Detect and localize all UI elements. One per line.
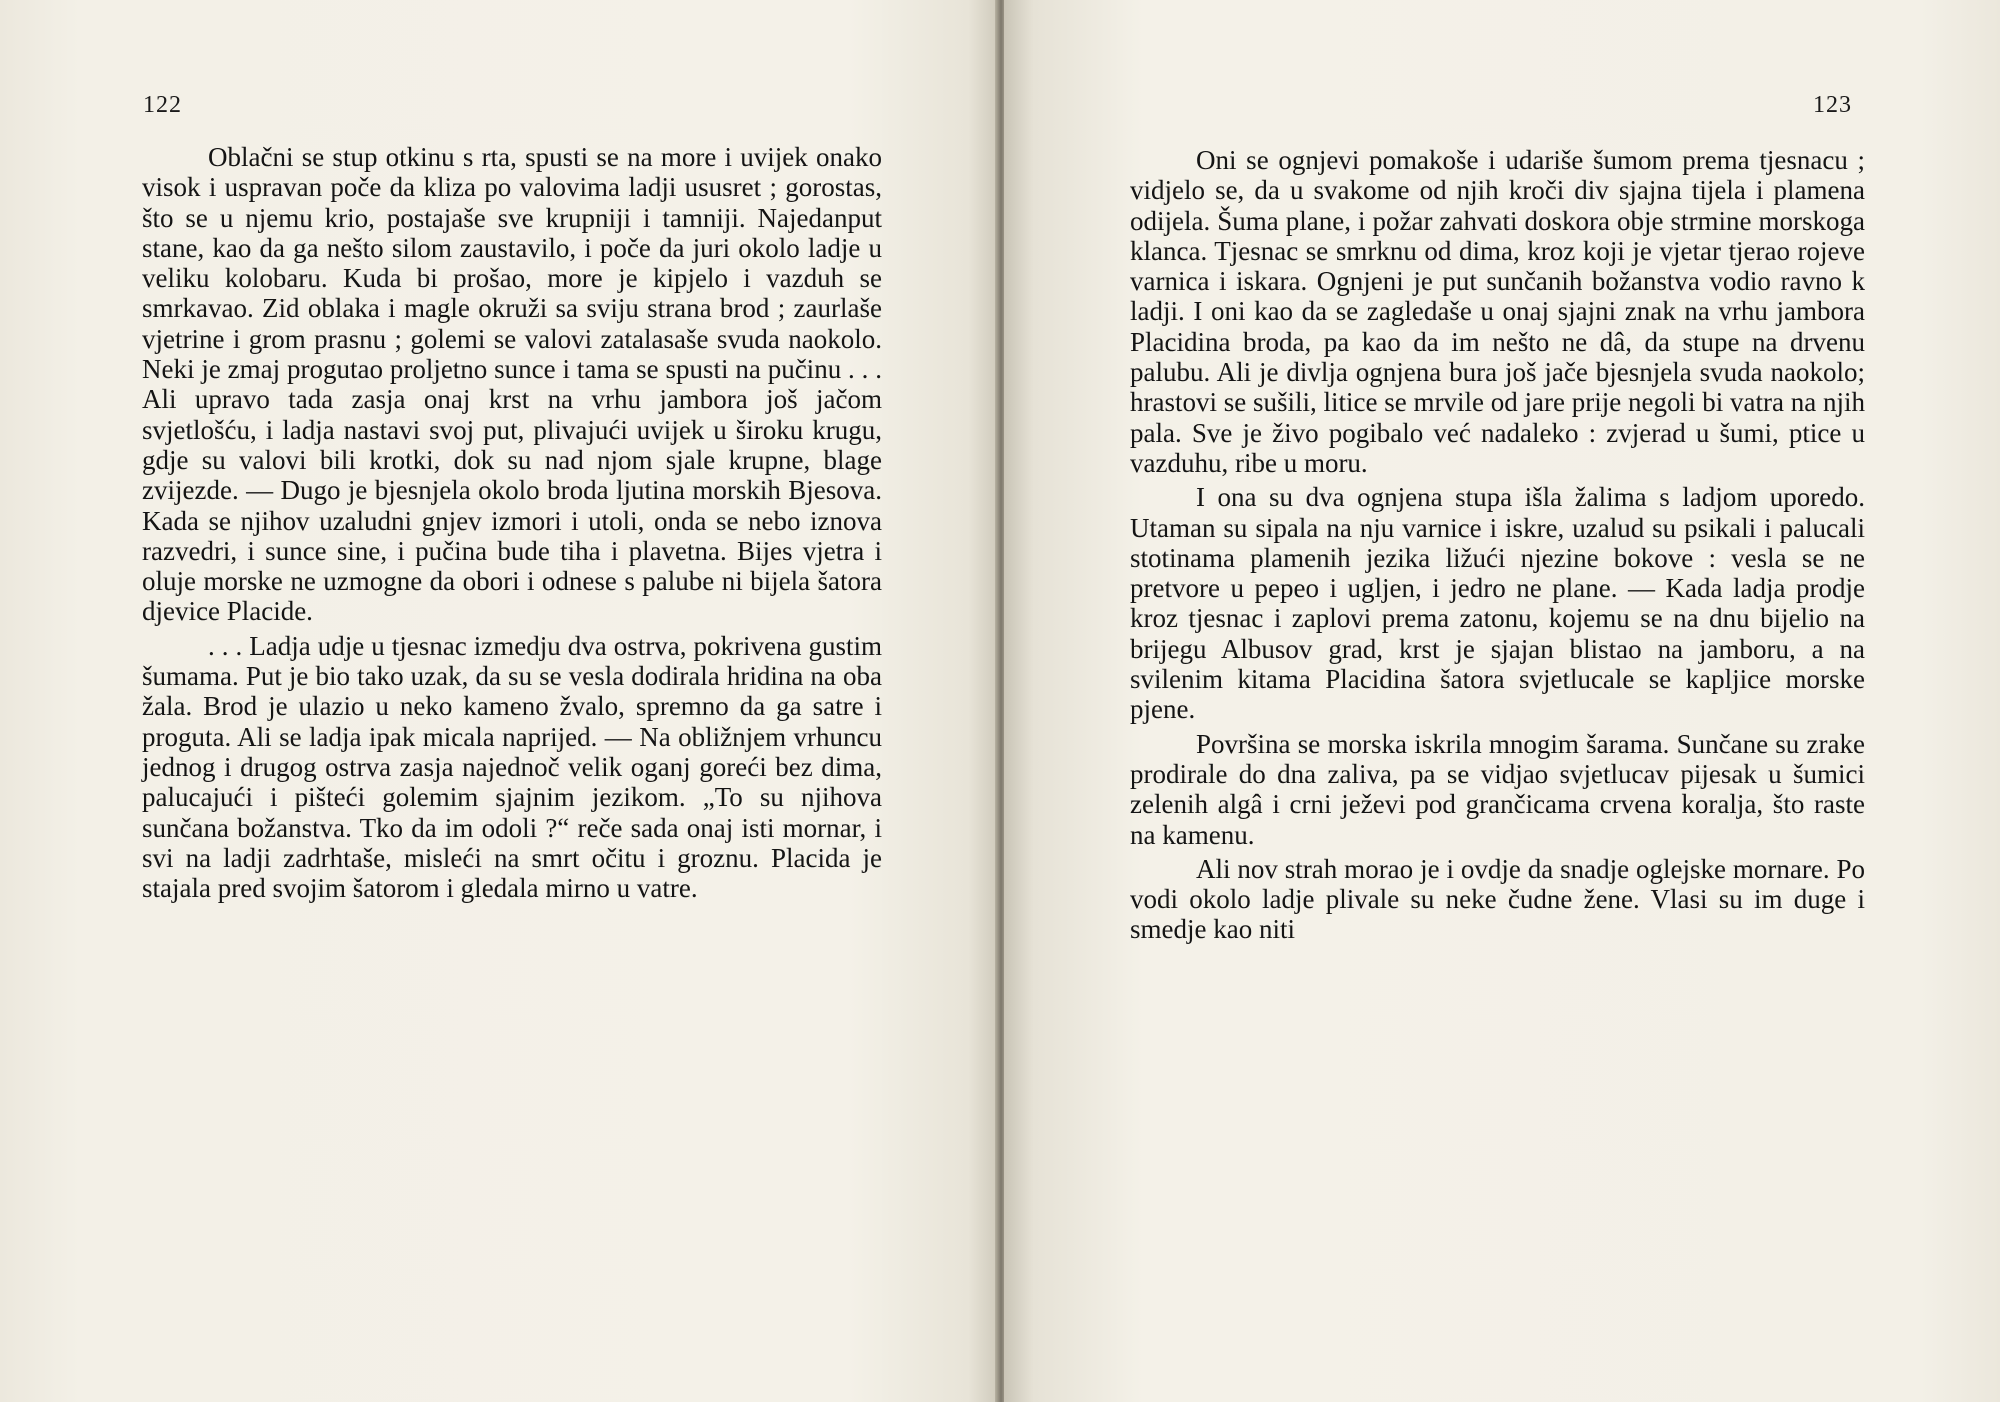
- right-page-text: [1130, 145, 1865, 945]
- paragraph: Oni se ognjevi pomakoše i udariše šumom prema tjesnacu ; vidjelo se, da u svakome od njih kroči div sjajna tijela i plamena odijela. Šuma plane, i požar zahvati doskora obje strmine morskoga klanca. Tjesnac se smrknu od dima, kroz koji je vjetar tjerao rojeve varnica i iskara. Ognjeni je put sunčanih božanstva vodio ravno k ladji. I oni kao da se zagledaše u onaj sjajni znak na vrhu jambora Placidina broda, pa kao da im nešto ne dâ, da stupe na drvenu palubu. Ali je divlja ognjena bura još jače bjesnjela svuda naokolo; hrastovi se sušili, litice se mrvile od jare prije negoli bi vatra na njih pala. Sve je živo pogibalo već nadaleko : zvjerad u šumi, ptice u vazduhu, ribe u moru.: [1130, 145, 1865, 478]
- paragraph: Oblačni se stup otkinu s rta, spusti se na more i uvijek onako visok i uspravan poče da kliza po valovima ladji ususret ; gorostas, što se u njemu krio, postajaše sve krupniji i tamniji. Najedanput stane, kao da ga nešto silom zaustavilo, i poče da juri okolo ladje u veliku kolobaru. Kuda bi prošao, more je kipjelo i vazduh se smrkavao. Zid oblaka i magle okruži sa sviju strana brod ; zaurlaše vjetrine i grom prasnu ; golemi se valovi zatalasaše svuda naokolo. Neki je zmaj progutao proljetno sunce i tama se spusti na pučinu . . . Ali upravo tada zasja onaj krst na vrhu jambora još jačom svjetlošću, i ladja nastavi svoj put, plivajući uvijek u široku krugu, gdje su valovi bili krotki, dok su nad njom sjale krupne, blage zvijezde. — Dugo je bjesnjela okolo broda ljutina morskih Bjesova. Kada se njihov uzaludni gnjev izmori i utoli, onda se nebo iznova razvedri, i sunce sine, i pučina bude tiha i plavetna. Bijes vjetra i oluje morske ne uzmogne da obori i odnese s palube ni bijela šatora djevice Placide.: [142, 142, 882, 627]
- paragraph: Površina se morska iskrila mnogim šarama. Sunčane su zrake prodirale do dna zaliva, pa se vidjao svjetlucav pijesak u šumici zelenih algâ i crni ježevi pod grančicama crvena koralja, što raste na kamenu.: [1130, 728, 1865, 850]
- paragraph: I ona su dva ognjena stupa išla žalima s ladjom uporedo. Utaman su sipala na nju varnice i iskre, uzalud su psikali i palucali stotinama plamenih jezika ližući njezine bokove : vesla se ne pretvore u pepeo i ugljen, i jedro ne plane. — Kada ladja prodje kroz tjesnac i zaplovi prema zatonu, kojemu se na dnu bijelio na brijegu Albusov grad, krst je sjajan blistao na jamboru, a na svilenim kitama Placidina šatora svjetlucale se kapljice morske pjene.: [1130, 482, 1865, 725]
- page-number-left: 122: [143, 92, 182, 118]
- page-number-right: 123: [1813, 92, 1852, 118]
- right-page: [1004, 0, 2000, 1402]
- paragraph: Ali nov strah morao je i ovdje da snadje oglejske mornare. Po vodi okolo ladje plivale su neke čudne žene. Vlasi su im duge i smedje kao niti: [1130, 853, 1865, 945]
- paragraph: . . . Ladja udje u tjesnac izmedju dva ostrva, pokrivena gustim šumama. Put je bio tako uzak, da su se vesla dodirala hridina na oba žala. Brod je ulazio u neko kameno žvalo, spremno da ga satre i proguta. Ali se ladja ipak micala naprijed. — Na obližnjem vrhuncu jednog i drugog ostrva zasja najednoč velik oganj goreći bez dima, palucajući i pišteći golemim sjajnim jezikom. „To su njihova sunčana božanstva. Tko da im odoli ?“ reče sada onaj isti mornar, i svi na ladji zadrhtaše, misleći na smrt očitu i groznu. Placida je stajala pred svojim šatorom i gledala mirno u vatre.: [142, 630, 882, 904]
- left-page-text: [142, 142, 882, 903]
- left-page: [0, 0, 998, 1402]
